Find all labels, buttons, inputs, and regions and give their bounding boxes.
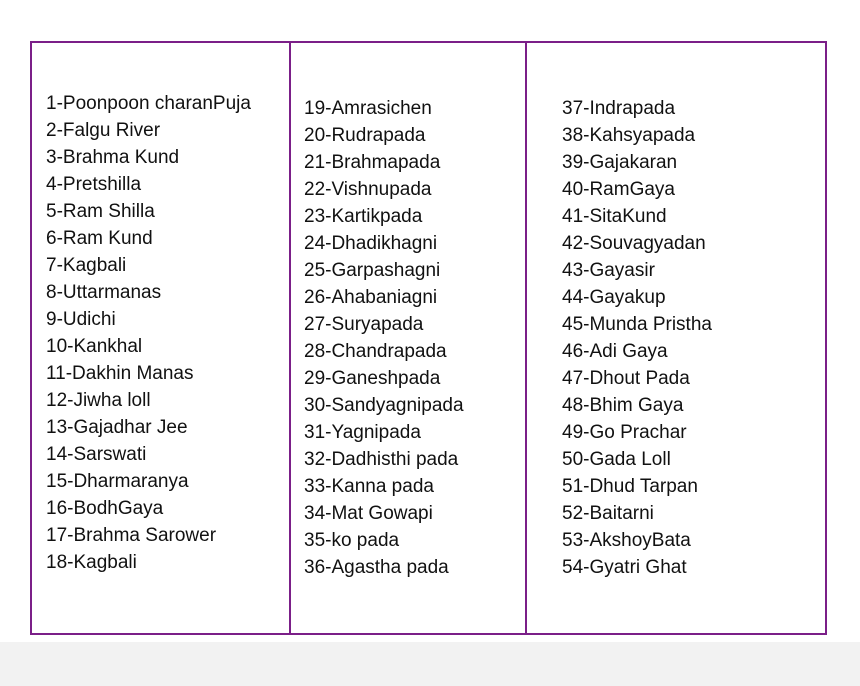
list-item: 8-Uttarmanas	[46, 282, 162, 303]
list-item: 50-Gada Loll	[562, 449, 671, 470]
list-item: 1-Poonpoon charanPuja	[46, 93, 251, 114]
column-1-list	[46, 90, 251, 576]
list-item: 6-Ram Kund	[46, 228, 153, 249]
list-item: 28-Chandrapada	[304, 341, 447, 362]
list-item: 5-Ram Shilla	[46, 201, 155, 222]
list-item: 47-Dhout Pada	[562, 368, 690, 389]
list-item: 45-Munda Pristha	[562, 314, 712, 335]
list-item: 40-RamGaya	[562, 179, 675, 200]
list-item: 52-Baitarni	[562, 503, 654, 524]
list-item: 46-Adi Gaya	[562, 341, 668, 362]
list-item: 42-Souvagyadan	[562, 233, 706, 254]
list-item: 19-Amrasichen	[304, 98, 432, 119]
list-item: 36-Agastha pada	[304, 557, 449, 578]
list-item: 43-Gayasir	[562, 260, 655, 281]
list-item: 16-BodhGaya	[46, 498, 164, 519]
list-item: 3-Brahma Kund	[46, 147, 180, 168]
list-item: 49-Go Prachar	[562, 422, 687, 443]
list-item: 7-Kagbali	[46, 255, 127, 276]
column-divider-2	[525, 41, 527, 633]
column-2-list	[304, 95, 464, 581]
list-item: 30-Sandyagnipada	[304, 395, 464, 416]
list-item: 18-Kagbali	[46, 552, 137, 573]
list-item: 44-Gayakup	[562, 287, 666, 308]
list-item: 33-Kanna pada	[304, 476, 434, 497]
list-item: 9-Udichi	[46, 309, 116, 330]
list-item: 31-Yagnipada	[304, 422, 421, 443]
list-item: 34-Mat Gowapi	[304, 503, 433, 524]
list-item: 22-Vishnupada	[304, 179, 432, 200]
list-item: 25-Garpashagni	[304, 260, 441, 281]
list-item: 20-Rudrapada	[304, 125, 426, 146]
list-item: 21-Brahmapada	[304, 152, 441, 173]
list-item: 24-Dhadikhagni	[304, 233, 438, 254]
list-item: 37-Indrapada	[562, 98, 676, 119]
list-item: 10-Kankhal	[46, 336, 143, 357]
list-item: 29-Ganeshpada	[304, 368, 441, 389]
list-item: 51-Dhud Tarpan	[562, 476, 698, 497]
list-item: 35-ko pada	[304, 530, 400, 551]
list-item: 27-Suryapada	[304, 314, 424, 335]
list-item: 4-Pretshilla	[46, 174, 142, 195]
list-item: 17-Brahma Sarower	[46, 525, 217, 546]
list-item: 41-SitaKund	[562, 206, 667, 227]
column-divider-1	[289, 41, 291, 635]
list-item: 13-Gajadhar Jee	[46, 417, 188, 438]
list-item: 14-Sarswati	[46, 444, 147, 465]
list-item: 2-Falgu River	[46, 120, 161, 141]
list-item: 32-Dadhisthi pada	[304, 449, 459, 470]
list-item: 38-Kahsyapada	[562, 125, 696, 146]
list-item: 54-Gyatri Ghat	[562, 557, 687, 578]
list-item: 12-Jiwha loll	[46, 390, 151, 411]
column-3-list	[562, 95, 712, 581]
list-item: 26-Ahabaniagni	[304, 287, 438, 308]
list-item: 39-Gajakaran	[562, 152, 678, 173]
list-item: 15-Dharmaranya	[46, 471, 189, 492]
list-item: 48-Bhim Gaya	[562, 395, 684, 416]
list-item: 23-Kartikpada	[304, 206, 423, 227]
list-item: 53-AkshoyBata	[562, 530, 691, 551]
list-item: 11-Dakhin Manas	[46, 363, 194, 384]
